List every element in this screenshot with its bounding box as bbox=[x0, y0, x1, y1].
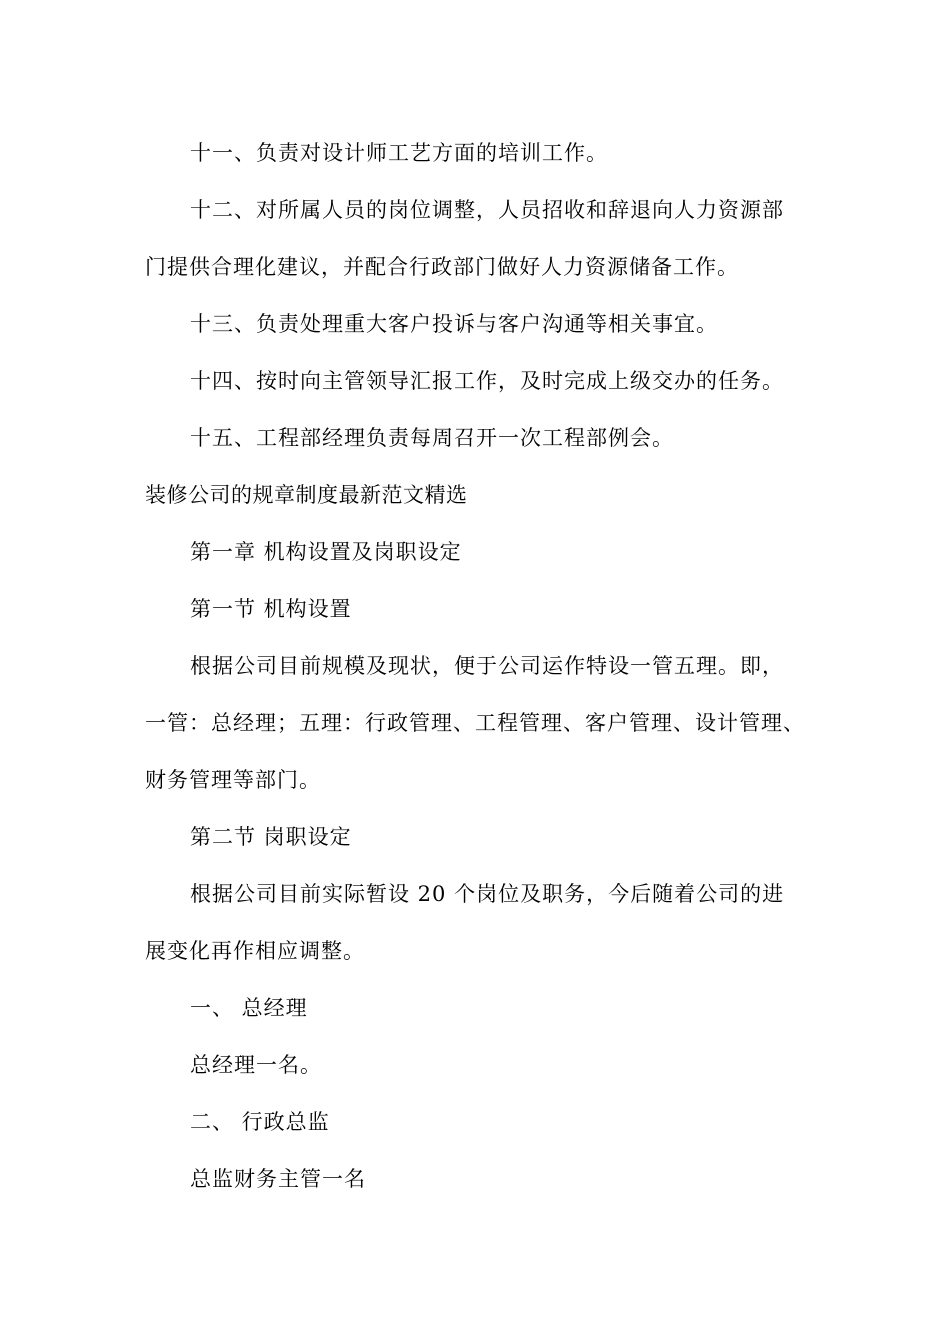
section-2-paragraph-line-1: 根据公司目前实际暂设 20 个岗位及职务，今后随着公司的进 bbox=[190, 882, 785, 906]
section-heading-2: 第二节 岗职设定 bbox=[190, 825, 352, 849]
section-1-paragraph-line-2: 一管：总经理；五理：行政管理、工程管理、客户管理、设计管理、 bbox=[145, 711, 805, 735]
section-2-paragraph-line-2: 展变化再作相应调整。 bbox=[145, 939, 365, 963]
paragraph-item-13: 十三、负责处理重大客户投诉与客户沟通等相关事宜。 bbox=[190, 312, 718, 336]
paragraph-item-11: 十一、负责对设计师工艺方面的培训工作。 bbox=[190, 141, 608, 165]
position-description-1: 总经理一名。 bbox=[190, 1053, 322, 1077]
position-heading-1: 一、 总经理 bbox=[190, 996, 308, 1020]
paragraph-item-12-line-1: 十二、对所属人员的岗位调整，人员招收和辞退向人力资源部 bbox=[190, 198, 784, 222]
paragraph-item-14: 十四、按时向主管领导汇报工作，及时完成上级交办的任务。 bbox=[190, 369, 784, 393]
position-heading-2: 二、 行政总监 bbox=[190, 1110, 330, 1134]
position-description-2: 总监财务主管一名 bbox=[190, 1167, 366, 1191]
document-title: 装修公司的规章制度最新范文精选 bbox=[145, 483, 468, 507]
section-heading-1: 第一节 机构设置 bbox=[190, 597, 352, 621]
chapter-heading: 第一章 机构设置及岗职设定 bbox=[190, 540, 462, 564]
section-1-paragraph-line-1: 根据公司目前规模及现状，便于公司运作特设一管五理。即， bbox=[190, 654, 784, 678]
section-1-paragraph-line-3: 财务管理等部门。 bbox=[145, 768, 321, 792]
paragraph-item-12-line-2: 门提供合理化建议，并配合行政部门做好人力资源储备工作。 bbox=[145, 255, 739, 279]
paragraph-item-15: 十五、工程部经理负责每周召开一次工程部例会。 bbox=[190, 426, 674, 450]
